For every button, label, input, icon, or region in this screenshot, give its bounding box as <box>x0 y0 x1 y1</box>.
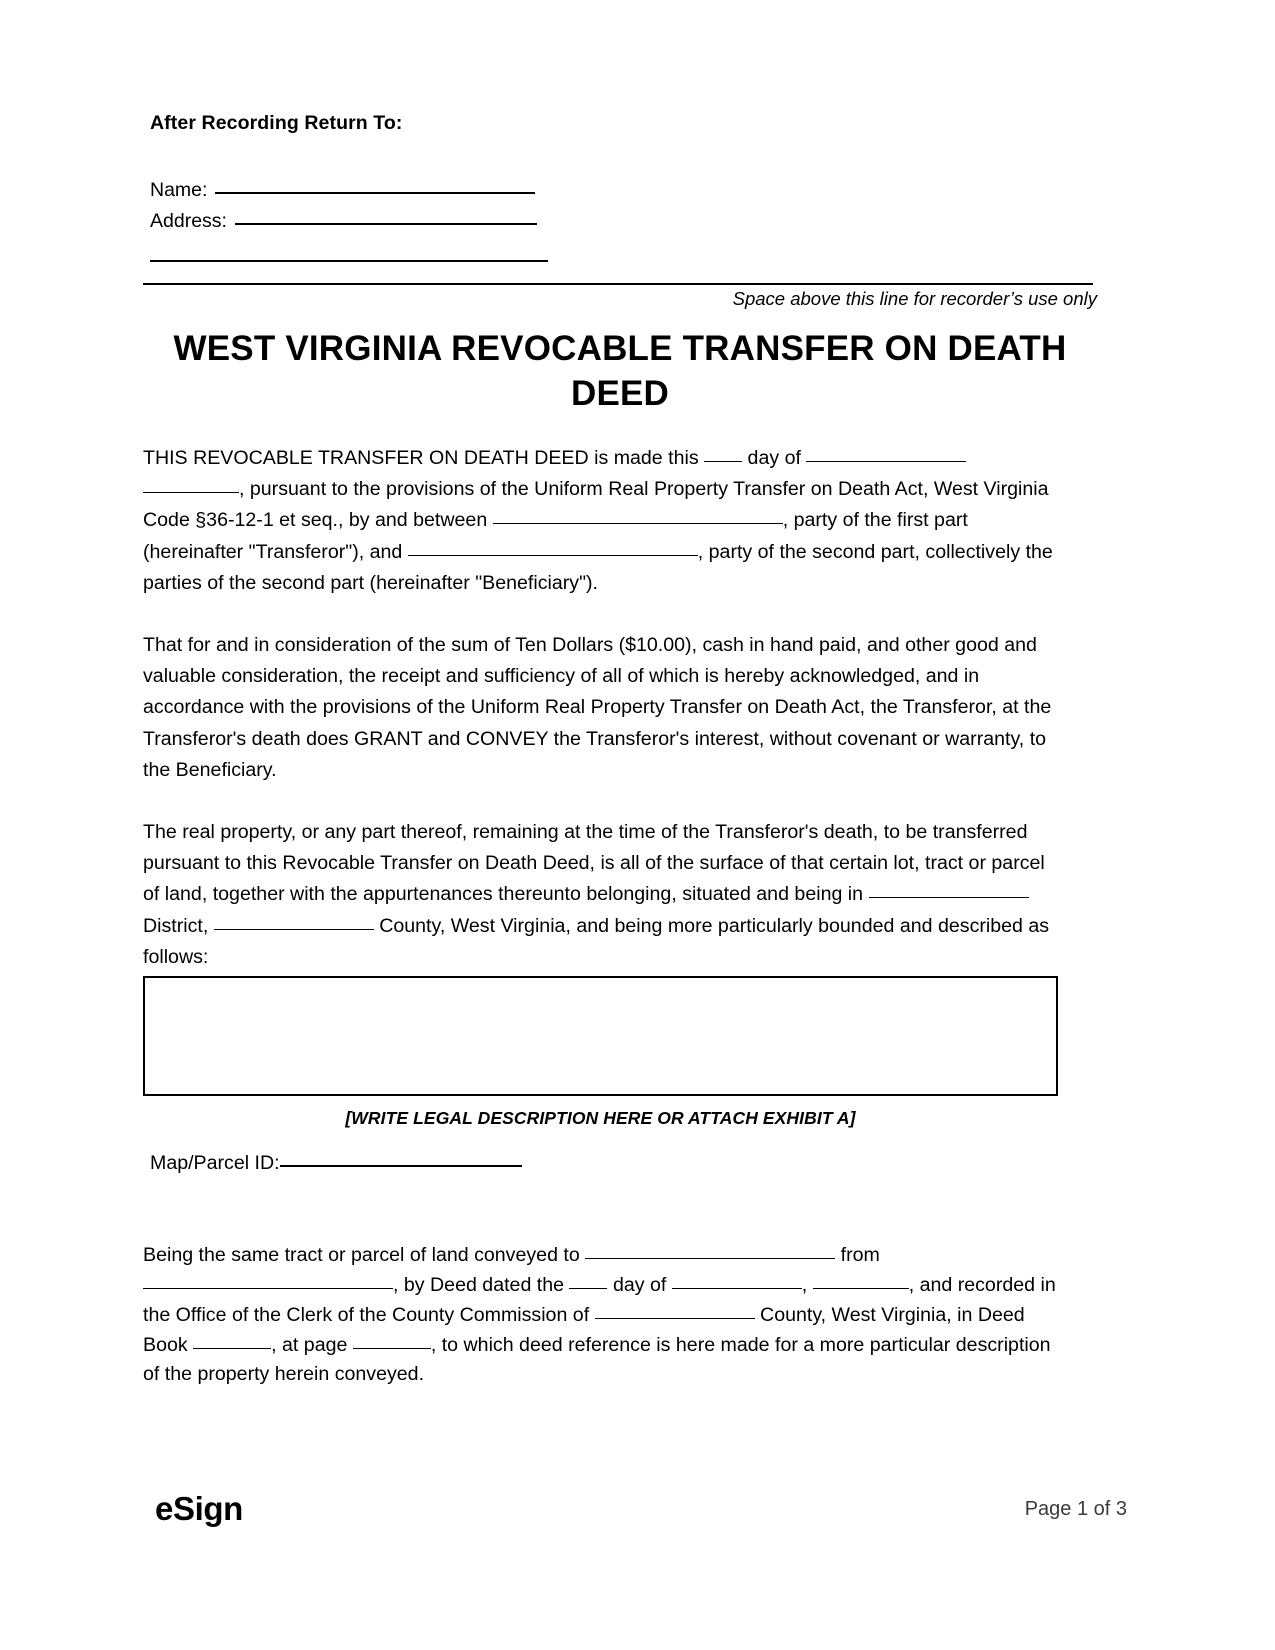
return-name-label: Name: <box>150 179 208 201</box>
paragraph-consideration: That for and in consideration of the sum of Ten Dollars ($10.00), cash in hand paid, and other good and valuable consideration, the receipt and sufficiency of all of which is hereby acknowledged, and in accordance with the provisions of the Uniform Real Property Transfer on Death Act, the Transferor, at the Transferor's death does GRANT and CONVEY the Transferor's interest, without covenant or warranty, to the Beneficiary. <box>143 634 1052 781</box>
district-blank[interactable] <box>869 879 1029 898</box>
legal-description-caption: [WRITE LEGAL DESCRIPTION HERE OR ATTACH EXHIBIT A] <box>345 1108 856 1128</box>
recorder-divider-line <box>143 283 1093 285</box>
intro-text-c: , pursuant to the provisions of the Uniform Real Property Transfer on Death Act, West Virginia Code §36-12-1 et seq., by and between <box>143 478 1049 532</box>
after-recording-heading: After Recording Return To: <box>150 112 403 134</box>
legal-description-box[interactable] <box>143 976 1058 1096</box>
paragraph-property <box>143 817 1060 973</box>
document-body <box>143 443 1060 973</box>
return-name-row <box>150 175 1090 206</box>
paragraph-same-tract <box>143 1240 1060 1389</box>
property-text-b: District, <box>143 914 209 937</box>
property-text-a: The real property, or any part thereof, remaining at the time of the Transferor's death, to be transferred pursuant to this Revocable Transfer on Death Deed, is all of the surface of that certain lot, tract or parcel of land, together with the appurtenances thereunto belonging, situated and being in <box>143 821 1045 906</box>
same-tract-g: County, West Virginia, in Deed Book <box>143 1304 1025 1356</box>
day-blank[interactable] <box>704 443 742 462</box>
esign-logo: eSign <box>155 1490 243 1527</box>
grantor-blank[interactable] <box>143 1270 393 1289</box>
map-parcel-id-row <box>150 1152 522 1175</box>
same-tract-e: , <box>801 1274 808 1296</box>
same-tract-a: Being the same tract or parcel of land conveyed to <box>143 1244 580 1266</box>
deed-page-blank[interactable] <box>353 1330 431 1349</box>
same-tract-d: day of <box>612 1274 667 1296</box>
month-blank[interactable] <box>806 443 966 462</box>
map-parcel-id-label: Map/Parcel ID: <box>150 1152 280 1174</box>
return-address-row <box>150 206 1090 237</box>
intro-text-e: , party of the second part, collectively the parties of the second part (hereinafter "Beneficiary"). <box>143 540 1053 594</box>
return-address-row-2 <box>150 243 1090 274</box>
intro-text-a: THIS REVOCABLE TRANSFER ON DEATH DEED is made this <box>143 447 699 469</box>
deed-day-blank[interactable] <box>569 1270 607 1289</box>
same-tract-h: , at page <box>271 1334 348 1356</box>
county-blank[interactable] <box>214 911 374 930</box>
commission-county-blank[interactable] <box>595 1300 755 1319</box>
transferor-blank[interactable] <box>493 505 783 524</box>
year-blank[interactable] <box>143 474 239 493</box>
same-tract-f: , and recorded in the Office of the Clerk of the County Commission of <box>143 1274 1056 1326</box>
return-address-blank-2[interactable] <box>150 260 548 262</box>
intro-text-d: , party of the first part (hereinafter "Transferor"), and <box>143 509 968 563</box>
return-address-blank[interactable] <box>235 223 537 225</box>
page-title: WEST VIRGINIA REVOCABLE TRANSFER ON DEATH DEED <box>173 329 1067 413</box>
beneficiary-blank[interactable] <box>408 537 698 556</box>
same-tract-b: from <box>840 1244 880 1266</box>
return-name-blank[interactable] <box>215 192 535 194</box>
page-number-label: Page 1 of 3 <box>1024 1498 1127 1520</box>
deed-month-blank[interactable] <box>672 1270 802 1289</box>
deed-year-blank[interactable] <box>813 1270 909 1289</box>
property-text-c: County, West Virginia, and being more particularly bounded and described as follows: <box>143 914 1050 968</box>
return-address-label: Address: <box>150 210 227 232</box>
paragraph-intro <box>143 443 1060 599</box>
recorder-use-note: Space above this line for recorder’s use only <box>732 288 1097 309</box>
intro-text-b: day of <box>747 447 801 469</box>
same-tract-i: , to which deed reference is here made for a more particular description of the property herein conveyed. <box>143 1334 1051 1385</box>
after-recording-return-block <box>150 112 1090 274</box>
deed-book-blank[interactable] <box>193 1330 271 1349</box>
same-tract-c: , by Deed dated the <box>393 1274 565 1296</box>
map-parcel-id-blank[interactable] <box>280 1165 522 1167</box>
grantee-blank[interactable] <box>585 1240 835 1259</box>
